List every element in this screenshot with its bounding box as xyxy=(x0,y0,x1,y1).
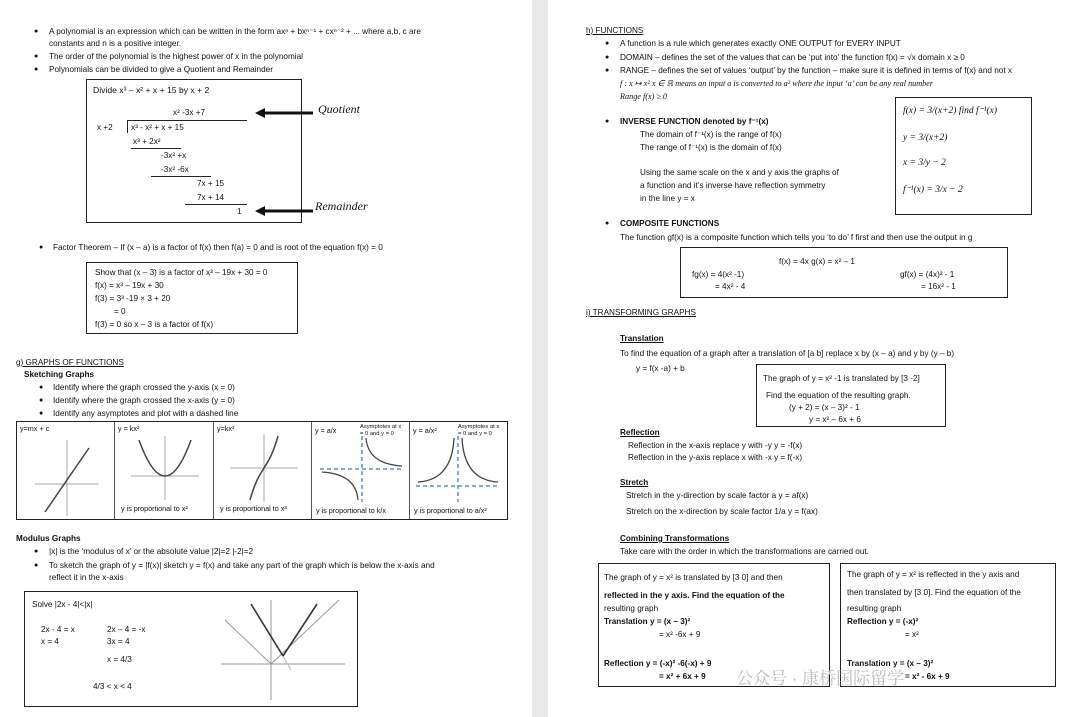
bullet-dot: ● xyxy=(605,118,610,125)
division-step: 7x + 14 xyxy=(197,193,225,202)
combine-box1-line: reflected in the y axis. Find the equation of the xyxy=(604,591,785,600)
reflection-line: Reflection in the y-axis replace x with -x y = f(-x) xyxy=(628,453,803,462)
graph-table xyxy=(16,421,508,520)
reflection-heading: Reflection xyxy=(620,428,660,437)
bullet-dot: ● xyxy=(39,410,44,417)
modulus-bullet: |x| is the ‘modulus of x’ or the absolute value |2|=2 |-2|=2 xyxy=(49,547,254,556)
graph-cell-reciprocal xyxy=(312,422,410,519)
translation-example-box xyxy=(756,364,946,427)
factor-box-line: f(3) = 3³ -19 × 3 + 20 xyxy=(95,294,171,303)
composite-fg2: = 4x² - 4 xyxy=(715,282,746,291)
division-step-line xyxy=(185,204,247,205)
bullet-dot: ● xyxy=(39,384,44,391)
graph-caption: y is proportional to a/x² xyxy=(414,506,487,515)
sketch-bullet: Identify where the graph crossed the x-axis (y = 0) xyxy=(53,396,235,405)
translation-eq: y = f(x -a) + b xyxy=(636,364,685,373)
translation-box-line: y = x² – 6x + 6 xyxy=(809,415,861,424)
factor-box-line: = 0 xyxy=(114,307,126,316)
bullet-dot: ● xyxy=(34,562,39,569)
parabola-graph-icon xyxy=(131,436,199,500)
graph-cell-quadratic xyxy=(115,422,214,519)
division-step: 7x + 15 xyxy=(197,179,225,188)
remainder-arrow-icon xyxy=(255,204,315,218)
inverse-line: The range of f⁻¹(x) is the domain of f(x) xyxy=(640,143,782,152)
bullet-dot: ● xyxy=(34,66,39,73)
combining-text: Take care with the order in which the transformations are carried out. xyxy=(620,547,869,556)
division-step: -3x² +x xyxy=(161,151,187,160)
long-division-box xyxy=(86,79,302,223)
solve-right: 3x = 4 xyxy=(107,637,130,646)
cubic-graph-icon xyxy=(230,434,298,502)
stretch-heading: Stretch xyxy=(620,478,649,487)
division-step-line xyxy=(131,148,181,149)
combine-box2-line: Reflection y = (-x)² xyxy=(847,617,919,626)
transform-heading: i) TRANSFORMING GRAPHS xyxy=(586,308,696,317)
range-statement: Range f(x) ≥ 0 xyxy=(620,92,668,101)
inverse-box-line: y = 3/(x+2) xyxy=(903,133,948,143)
polynomial-def-line2: constants and n is a positive integer. xyxy=(49,39,181,48)
translation-heading: Translation xyxy=(620,334,664,343)
inverse-line: The domain of f⁻¹(x) is the range of f(x) xyxy=(640,130,782,139)
division-divisor: x +2 xyxy=(97,123,113,132)
polynomial-division-note: Polynomials can be divided to give a Quotient and Remainder xyxy=(49,65,273,74)
quotient-label: Quotient xyxy=(318,102,360,116)
division-bar xyxy=(127,120,247,121)
composite-gf: gf(x) = (4x)² - 1 xyxy=(900,270,955,279)
combine-box2-line: The graph of y = x² is reflected in the y axis and xyxy=(847,570,1020,579)
solve-title: Solve |2x - 4|<|x| xyxy=(32,600,93,609)
reflection-line: Reflection in the x-axis replace y with -y y = -f(x) xyxy=(628,441,803,450)
bullet-dot: ● xyxy=(39,397,44,404)
combine-box2-line: Translation y = (x – 3)² xyxy=(847,659,934,668)
division-step-line xyxy=(151,176,211,177)
division-title: Divide x³ – x² + x + 15 by x + 2 xyxy=(93,85,210,95)
factor-box-line: f(3) = 0 so x – 3 is a factor of f(x) xyxy=(95,320,214,329)
solve-right: x = 4/3 xyxy=(107,655,132,664)
factor-theorem-box xyxy=(86,262,298,334)
combine-box2-line: then translated by [3 0]. Find the equation of the xyxy=(847,588,1021,597)
composite-fg: fg(x) = 4(x² -1) xyxy=(692,270,745,279)
graphs-heading: g) GRAPHS OF FUNCTIONS xyxy=(16,358,124,367)
translation-box-line: Find the equation of the resulting graph. xyxy=(766,391,911,400)
range-def: RANGE – defines the set of values ‘output’ by the function – make sure it is defined in terms of f(x) and not x xyxy=(620,66,1012,75)
graph-asymptote-note: Asymptotes at x = 0 and y = 0 xyxy=(458,424,500,437)
right-page xyxy=(548,0,1080,717)
graph-title: y=kx³ xyxy=(217,424,235,433)
mapping-def: f : x ↦ x² x ∈ ℝ means an input a is converted to a² where the input ‘a’ can be any real number xyxy=(620,79,934,88)
translation-box-line: (y + 2) = (x – 3)² - 1 xyxy=(789,403,860,412)
combine-box1-line: Translation y = (x – 3)² xyxy=(604,617,691,626)
graph-title: y = a/x xyxy=(315,426,337,435)
stretch-line: Stretch in the y-direction by scale factor a y = af(x) xyxy=(626,491,809,500)
combine-box1-line: The graph of y = x² is translated by [3 0] and then xyxy=(604,573,783,582)
graph-title: y = kx² xyxy=(118,424,140,433)
combine-box1-line: Reflection y = (-x)² -6(-x) + 9 xyxy=(604,659,712,668)
sketch-bullet: Identify any asymptotes and plot with a dashed line xyxy=(53,409,239,418)
modulus-bullet: To sketch the graph of y = |f(x)| sketch y = f(x) and take any part of the graph which is below the x-axis and xyxy=(49,561,435,570)
linear-graph-icon xyxy=(35,440,99,516)
solve-answer: 4/3 < x < 4 xyxy=(93,682,132,691)
division-remainder-value: 1 xyxy=(237,207,242,216)
translation-box-line: The graph of y = x² -1 is translated by [3 -2] xyxy=(763,374,920,383)
sketch-bullet: Identify where the graph crossed the y-axis (x = 0) xyxy=(53,383,235,392)
inverse-line: a function and it’s inverse have reflection symmetry xyxy=(640,181,826,190)
composite-defs: f(x) = 4x g(x) = x² – 1 xyxy=(779,257,855,266)
bullet-dot: ● xyxy=(34,28,39,35)
solve-modulus-box xyxy=(24,591,358,707)
division-dividend: x³ - x² + x + 15 xyxy=(131,123,184,132)
bullet-dot: ● xyxy=(605,220,610,227)
combine-box2-line: = x² - 6x + 9 xyxy=(905,672,950,681)
inverse-line: in the line y = x xyxy=(640,194,695,203)
solve-left: 2x - 4 = x xyxy=(41,625,75,634)
factor-box-line: f(x) = x³ – 19x + 30 xyxy=(95,281,164,290)
combine-box2-line: = x² xyxy=(905,630,919,639)
reciprocal-graph-icon xyxy=(320,436,404,502)
bullet-dot: ● xyxy=(34,548,39,555)
graph-caption: y is proportional to x² xyxy=(121,504,188,513)
graph-asymptote-note: Asymptotes at x = 0 and y = 0 xyxy=(360,424,402,437)
inverse-line: Using the same scale on the x and y axis the graphs of xyxy=(640,168,839,177)
graph-title: y=mx + c xyxy=(20,424,50,433)
solve-right: 2x – 4 = -x xyxy=(107,625,146,634)
left-page xyxy=(0,0,532,717)
modulus-heading: Modulus Graphs xyxy=(16,534,81,543)
combine-box2-line: resulting graph xyxy=(847,604,902,613)
combining-heading: Combining Transformations xyxy=(620,534,730,543)
watermark: 公众号 · 康桥国际留学 xyxy=(736,669,905,688)
graph-cell-reciprocal-square xyxy=(410,422,507,519)
combine-box1-line: = x² + 6x + 9 xyxy=(659,672,706,681)
division-step: -3x² -6x xyxy=(161,165,189,174)
function-def: A function is a rule which generates exactly ONE OUTPUT for EVERY INPUT xyxy=(620,39,901,48)
bullet-dot: ● xyxy=(605,67,610,74)
factor-theorem: Factor Theorem – If (x – a) is a factor of f(x) then f(a) = 0 and is root of the equation f(x) = 0 xyxy=(53,243,383,252)
reciprocal-square-graph-icon xyxy=(416,436,500,502)
quotient-arrow-icon xyxy=(255,106,315,120)
graph-cell-cubic xyxy=(214,422,312,519)
inverse-heading: INVERSE FUNCTION denoted by f⁻¹(x) xyxy=(620,117,769,126)
translation-text: To find the equation of a graph after a translation of [a b] replace x by (x – a) and y by (y – b) xyxy=(620,349,955,358)
inverse-box-line: x = 3/y − 2 xyxy=(903,158,946,168)
combine-box1-line: = x² -6x + 9 xyxy=(659,630,701,639)
bullet-dot: ● xyxy=(605,40,610,47)
inverse-box-line: f⁻¹(x) = 3/x − 2 xyxy=(903,185,963,195)
stretch-line: Stretch on the x-direction by scale factor 1/a y = f(ax) xyxy=(626,507,818,516)
division-quotient-row: x² -3x +7 xyxy=(173,108,206,117)
composite-example-box xyxy=(680,247,1008,298)
composite-gf2: = 16x² - 1 xyxy=(921,282,956,291)
combine-box1-line: resulting graph xyxy=(604,604,659,613)
solve-left: x = 4 xyxy=(41,637,59,646)
bullet-dot: ● xyxy=(39,244,44,251)
inverse-box-line: f(x) = 3/(x+2) find f⁻¹(x) xyxy=(903,106,998,116)
domain-def: DOMAIN – defines the set of the values that can be ‘put into’ the function f(x) = √x domain x ≥ 0 xyxy=(620,53,965,62)
remainder-label: Remainder xyxy=(315,199,368,213)
composite-heading: COMPOSITE FUNCTIONS xyxy=(620,219,720,228)
modulus-bullet: reflect it in the x-axis xyxy=(49,573,124,582)
composite-text: The function gf(x) is a composite function which tells you ‘to do’ f first and then use the output in g xyxy=(620,233,973,242)
graph-title: y = a/x² xyxy=(413,426,437,435)
bullet-dot: ● xyxy=(34,53,39,60)
factor-box-line: Show that (x – 3) is a factor of x³ – 19x + 30 = 0 xyxy=(95,268,268,277)
division-bracket xyxy=(127,120,128,133)
inverse-example-box xyxy=(895,97,1032,215)
graph-caption: y is proportional to x³ xyxy=(220,504,287,513)
graph-caption: y is proportional to k/x xyxy=(316,506,386,515)
polynomial-def-line1: A polynomial is an expression which can be written in the form axⁿ + bxⁿ⁻¹ + cxⁿ⁻² + ... where a,b, c are xyxy=(49,27,421,36)
sketching-heading: Sketching Graphs xyxy=(24,370,95,379)
modulus-graph-icon xyxy=(221,600,345,700)
polynomial-order: The order of the polynomial is the highest power of x in the polynomial xyxy=(49,52,303,61)
graph-cell-linear xyxy=(17,422,115,519)
bullet-dot: ● xyxy=(605,54,610,61)
functions-heading: h) FUNCTIONS xyxy=(586,26,644,35)
division-step: x³ + 2x² xyxy=(133,137,161,146)
